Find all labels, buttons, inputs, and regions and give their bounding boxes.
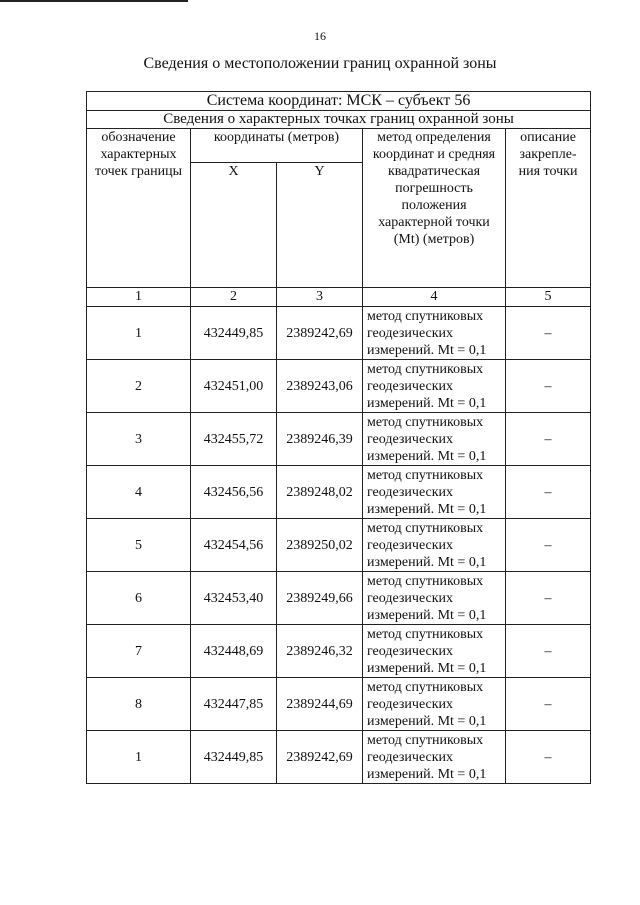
coordinates-table [86,91,591,784]
y-coordinate-cell: 2389246,39 [277,413,363,466]
system-row [87,92,591,111]
table-row [87,360,591,413]
x-coordinate-cell: 432456,56 [191,466,277,519]
method-cell: метод спутниковых геодезических измерений. Mt = 0,1 [363,360,506,413]
coordinate-system-label: Система координат: МСК – субъект 56 [87,92,591,111]
header-description: описание закрепле-ния точки [506,129,591,288]
description-cell: – [506,731,591,784]
point-cell: 2 [87,360,191,413]
column-number-row [87,288,591,307]
table-row [87,413,591,466]
method-cell: метод спутниковых геодезических измерений. Mt = 0,1 [363,413,506,466]
method-cell: метод спутниковых геодезических измерений. Mt = 0,1 [363,572,506,625]
point-cell: 1 [87,731,191,784]
column-number: 3 [277,288,363,307]
x-coordinate-cell: 432454,56 [191,519,277,572]
x-coordinate-cell: 432449,85 [191,731,277,784]
table-row [87,731,591,784]
description-cell: – [506,466,591,519]
point-cell: 1 [87,307,191,360]
x-coordinate-cell: 432447,85 [191,678,277,731]
y-coordinate-cell: 2389242,69 [277,731,363,784]
header-row-1 [87,129,591,163]
table-row [87,519,591,572]
y-coordinate-cell: 2389242,69 [277,307,363,360]
y-coordinate-cell: 2389246,32 [277,625,363,678]
header-coordinates: координаты (метров) [191,129,363,163]
y-coordinate-cell: 2389249,66 [277,572,363,625]
x-coordinate-cell: 432448,69 [191,625,277,678]
table-row [87,678,591,731]
point-cell: 6 [87,572,191,625]
y-coordinate-cell: 2389244,69 [277,678,363,731]
x-coordinate-cell: 432455,72 [191,413,277,466]
header-y: Y [277,163,363,288]
x-coordinate-cell: 432451,00 [191,360,277,413]
description-cell: – [506,519,591,572]
x-coordinate-cell: 432453,40 [191,572,277,625]
y-coordinate-cell: 2389243,06 [277,360,363,413]
method-cell: метод спутниковых геодезических измерений. Mt = 0,1 [363,307,506,360]
description-cell: – [506,360,591,413]
method-cell: метод спутниковых геодезических измерений. Mt = 0,1 [363,519,506,572]
table-row [87,307,591,360]
top-left-rule [0,0,188,2]
x-coordinate-cell: 432449,85 [191,307,277,360]
section-label: Сведения о характерных точках границ охранной зоны [87,111,591,129]
method-cell: метод спутниковых геодезических измерений. Mt = 0,1 [363,678,506,731]
point-cell: 7 [87,625,191,678]
table-row [87,572,591,625]
header-x: X [191,163,277,288]
description-cell: – [506,572,591,625]
point-cell: 3 [87,413,191,466]
document-title: Сведения о местоположении границ охранной зоны [143,55,497,72]
section-row [87,111,591,129]
column-number: 4 [363,288,506,307]
column-number: 1 [87,288,191,307]
method-cell: метод спутниковых геодезических измерений. Mt = 0,1 [363,625,506,678]
column-number: 5 [506,288,591,307]
column-number: 2 [191,288,277,307]
description-cell: – [506,307,591,360]
table-row [87,466,591,519]
method-cell: метод спутниковых геодезических измерений. Mt = 0,1 [363,466,506,519]
point-cell: 4 [87,466,191,519]
point-cell: 8 [87,678,191,731]
y-coordinate-cell: 2389250,02 [277,519,363,572]
page-number: 16 [314,29,326,43]
method-cell: метод спутниковых геодезических измерений. Mt = 0,1 [363,731,506,784]
y-coordinate-cell: 2389248,02 [277,466,363,519]
description-cell: – [506,678,591,731]
description-cell: – [506,625,591,678]
table-row [87,625,591,678]
point-cell: 5 [87,519,191,572]
description-cell: – [506,413,591,466]
header-designation: обозначение характерных точек границы [87,129,191,288]
header-method: метод определения координат и средняя квадратическая погрешность положения характерной точки (Mt) (метров) [363,129,506,288]
